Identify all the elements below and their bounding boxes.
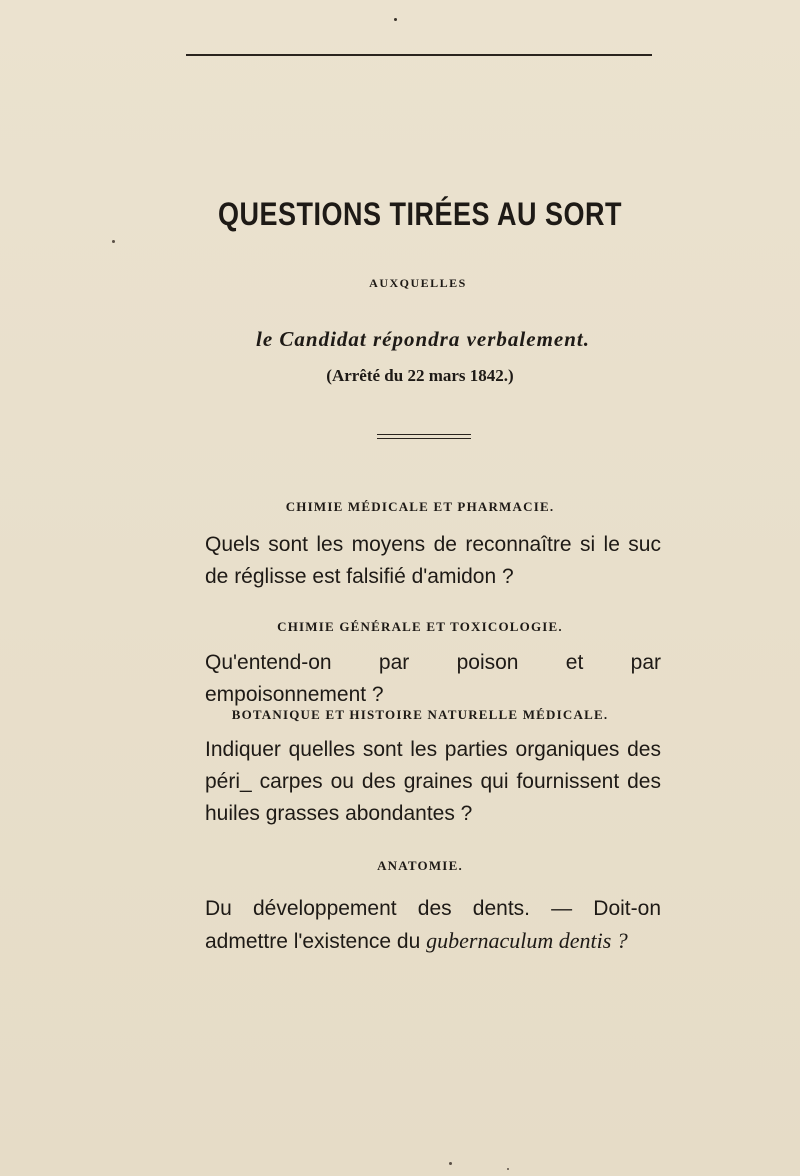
top-rule — [186, 54, 652, 56]
section-heading-chimie-generale: CHIMIE GÉNÉRALE ET TOXICOLOGIE. — [277, 619, 563, 634]
question-chimie-medicale: Quels sont les moyens de reconnaître si le suc de réglisse est falsifié d'amidon ? — [205, 533, 661, 588]
section-heading-chimie-medicale: CHIMIE MÉDICALE ET PHARMACIE. — [285, 499, 555, 514]
question-anatomie-text: Du développement des dents. — Doit-on admettre l'existence du — [205, 897, 661, 953]
decree-reference: (Arrêté du 22 mars 1842.) — [326, 366, 514, 385]
section-heading-anatomie: ANATOMIE. — [377, 858, 463, 873]
question-anatomie — [205, 893, 661, 958]
double-rule-divider — [377, 434, 471, 439]
paper-speck — [112, 240, 115, 243]
paper-speck — [507, 1168, 509, 1170]
question-anatomie-latin-term: gubernaculum dentis ? — [426, 928, 628, 953]
subtitle: AUXQUELLES — [369, 276, 467, 290]
intro-line: le Candidat répondra verbalement. — [256, 327, 590, 351]
top-ink-dot — [394, 18, 397, 21]
paper-speck — [449, 1162, 452, 1165]
question-chimie-generale: Qu'entend-on par poison et par empoisonnement ? — [205, 651, 661, 706]
section-heading-botanique: BOTANIQUE ET HISTOIRE NATURELLE MÉDICALE. — [231, 707, 609, 722]
page-title: QUESTIONS TIRÉES AU SORT — [217, 196, 623, 232]
question-botanique: Indiquer quelles sont les parties organiques des péri_ carpes ou des graines qui fournissent des huiles grasses abondantes ? — [205, 738, 661, 825]
